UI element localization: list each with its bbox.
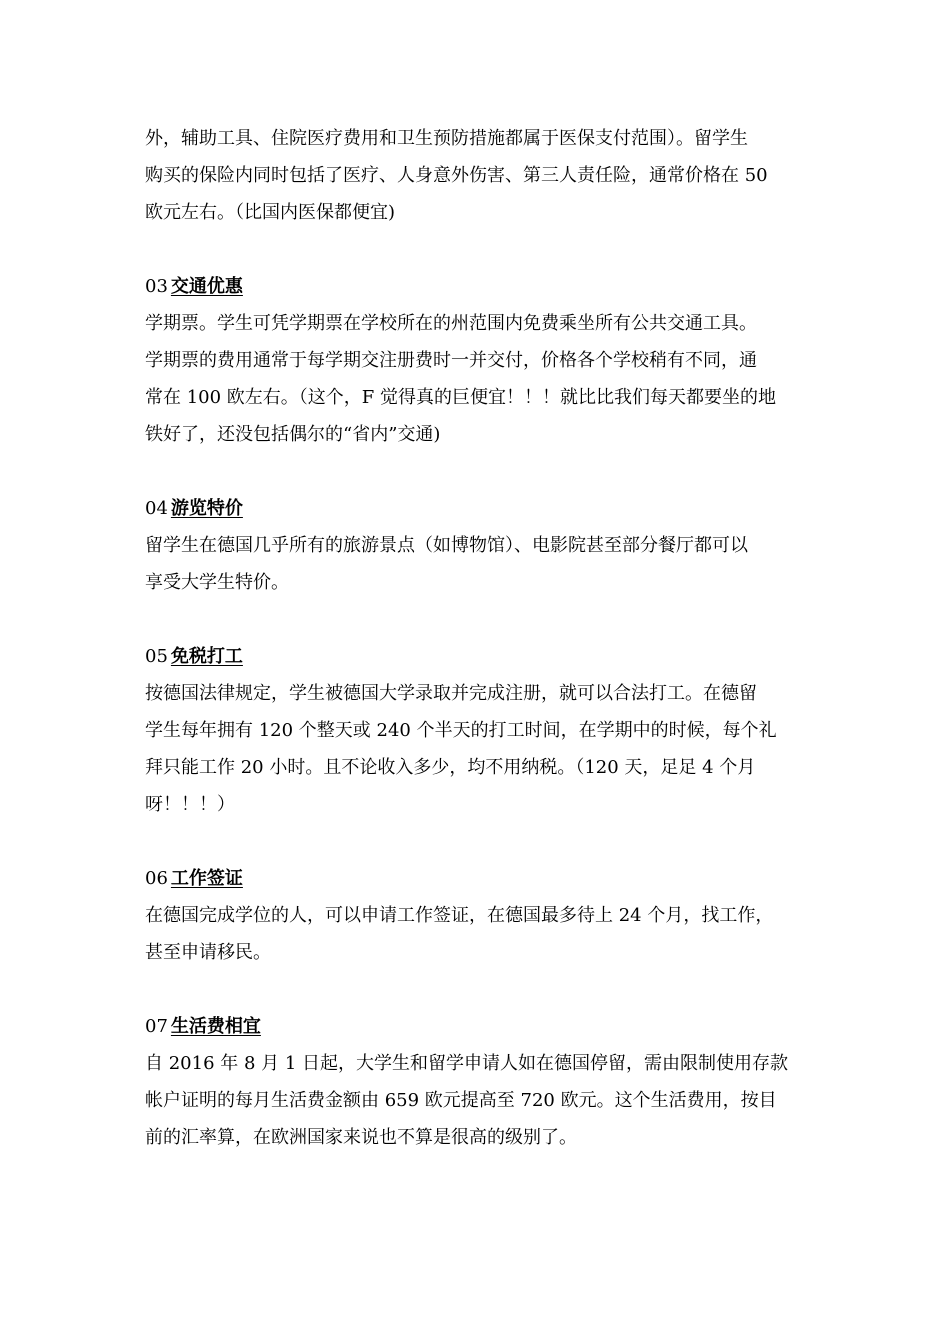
section-body (145, 675, 825, 823)
text-line: 学生每年拥有 120 个整天或 240 个半天的打工时间，在学期中的时候，每个礼 (145, 720, 777, 741)
text-line: 前的汇率算，在欧洲国家来说也不算是很高的级别了。 (145, 1127, 577, 1148)
section-title: 工作签证 (170, 868, 243, 889)
intro-paragraph (145, 120, 825, 231)
text-line: 呀！！！） (145, 794, 235, 815)
text-line: 外，辅助工具、住院医疗费用和卫生预防措施都属于医保支付范围）。留学生 (145, 128, 748, 149)
section-heading (145, 1008, 825, 1045)
section-heading (145, 268, 825, 305)
section-heading (145, 638, 825, 675)
section-number: 07 (145, 1016, 168, 1037)
text-line: 甚至申请移民。 (145, 942, 271, 963)
section-number: 04 (145, 498, 168, 519)
section-number: 03 (145, 276, 168, 297)
section-heading (145, 860, 825, 897)
section-work-visa (145, 860, 825, 971)
section-sightseeing (145, 490, 825, 601)
section-title: 免税打工 (170, 646, 243, 667)
text-line: 帐户证明的每月生活费金额由 659 欧元提高至 720 欧元。这个生活费用，按目 (145, 1090, 777, 1111)
text-line: 自 2016 年 8 月 1 日起，大学生和留学申请人如在德国停留，需由限制使用存款 (145, 1053, 789, 1074)
section-number: 05 (145, 646, 168, 667)
text-line: 铁好了，还没包括偶尔的“省内”交通) (145, 424, 441, 445)
text-line: 拜只能工作 20 小时。且不论收入多少，均不用纳税。（120 天，足足 4 个月 (145, 757, 756, 778)
text-line: 学期票的费用通常于每学期交注册费时一并交付，价格各个学校稍有不同，通 (145, 350, 757, 371)
text-line: 学期票。学生可凭学期票在学校所在的州范围内免费乘坐所有公共交通工具。 (145, 313, 757, 334)
section-body (145, 527, 825, 601)
text-line: 享受大学生特价。 (145, 572, 289, 593)
section-heading (145, 490, 825, 527)
section-number: 06 (145, 868, 168, 889)
section-title: 交通优惠 (170, 276, 243, 297)
document-page (145, 120, 825, 1156)
section-body (145, 1045, 825, 1156)
section-living-cost (145, 1008, 825, 1156)
text-line: 在德国完成学位的人，可以申请工作签证，在德国最多待上 24 个月，找工作， (145, 905, 774, 926)
text-line: 按德国法律规定，学生被德国大学录取并完成注册，就可以合法打工。在德留 (145, 683, 757, 704)
section-body (145, 305, 825, 453)
text-line: 留学生在德国几乎所有的旅游景点（如博物馆）、电影院甚至部分餐厅都可以 (145, 535, 748, 556)
text-line: 常在 100 欧左右。（这个，F 觉得真的巨便宜！！！就比比我们每天都要坐的地 (145, 387, 777, 408)
section-title: 生活费相宜 (170, 1016, 261, 1037)
section-title: 游览特价 (170, 498, 243, 519)
section-tax-free-work (145, 638, 825, 823)
section-transport (145, 268, 825, 453)
text-line: 欧元左右。（比国内医保都便宜) (145, 202, 396, 223)
text-line: 购买的保险内同时包括了医疗、人身意外伤害、第三人责任险，通常价格在 50 (145, 165, 768, 186)
section-body (145, 897, 825, 971)
